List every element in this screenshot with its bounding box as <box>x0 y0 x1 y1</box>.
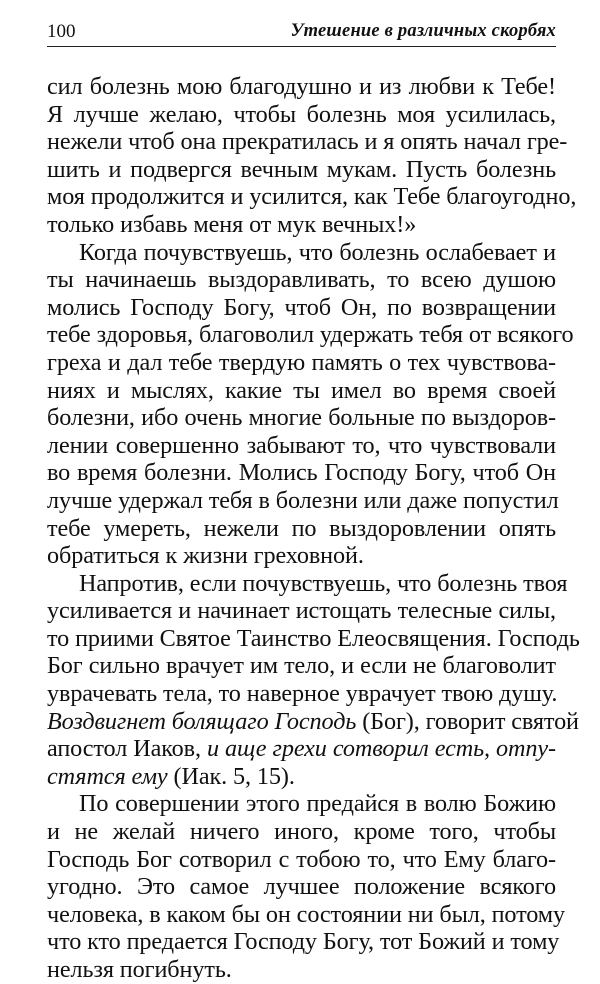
text-line <box>47 956 556 984</box>
text-run: лении совершенно забывают то, что чувствовали <box>47 431 556 459</box>
page-header <box>47 20 556 47</box>
paragraph <box>47 73 577 239</box>
text-line <box>47 900 565 929</box>
text-run: уврачевать тела, то наверное уврачует твою душу. <box>47 680 558 708</box>
text-line <box>47 680 556 708</box>
text-line <box>47 515 556 543</box>
body-text <box>47 73 580 984</box>
text-line <box>47 404 556 432</box>
text-run: усиливается и начинает истощать телесные силы, <box>47 597 556 625</box>
text-run: и не желай ничего иного, кроме того, чтобы <box>47 818 556 846</box>
text-line <box>47 790 556 818</box>
text-line <box>47 239 556 267</box>
text-line <box>47 652 556 680</box>
text-run: нельзя погибнуть. <box>47 956 232 983</box>
text-run: нежели чтоб она прекратилась и я опять начал гре- <box>47 128 568 156</box>
text-line <box>47 763 556 791</box>
text-line <box>47 101 556 129</box>
text-run: греха и дал тебе твердую память о тех чувствова- <box>47 348 556 376</box>
text-run: обратиться к жизни греховной. <box>47 542 364 570</box>
text-run: ты начинаешь выздоравливать, то всею душою <box>47 266 556 294</box>
text-run: тебе здоровья, благоволил удержать тебя от всякого <box>47 321 574 349</box>
text-run: шить и подвергся вечным мукам. Пусть болезнь <box>47 155 556 183</box>
running-title: Утешение в различных скорбях <box>290 21 556 41</box>
text-line <box>47 266 556 294</box>
text-line <box>47 211 556 239</box>
text-run: По совершении этого предайся в волю Божию <box>79 790 556 818</box>
text-line <box>47 349 556 377</box>
text-run: Напротив, если почувствуешь, что болезнь твоя <box>79 569 568 597</box>
text-line <box>47 294 556 322</box>
text-line <box>47 707 579 736</box>
text-line <box>47 597 556 625</box>
paragraph <box>47 569 580 791</box>
text-run: только избавь меня от мук вечных!» <box>47 210 417 238</box>
italic-quote: стятся ему <box>47 762 168 790</box>
text-run: (Бог), говорит святой <box>356 707 579 735</box>
text-run: человека, в каком бы он состоянии ни был, потому <box>47 900 565 928</box>
text-run: болезни, ибо очень многие больные по выздоров- <box>47 404 556 432</box>
text-line <box>47 183 577 211</box>
text-run: молись Господу Богу, чтоб Он, по возвращении <box>47 293 556 321</box>
text-line <box>47 818 556 846</box>
text-run: Когда почувствуешь, что болезнь ослабевает и <box>79 238 556 266</box>
paragraph <box>47 790 565 983</box>
text-line <box>47 459 556 487</box>
text-run: лучше удержал тебя в болезни или даже попустил <box>47 486 559 514</box>
text-line <box>47 624 580 653</box>
text-run: моя продолжится и усилится, как Тебе благоугодно, <box>47 183 577 211</box>
text-run: апостол Иаков, <box>47 735 207 763</box>
text-run: Я лучше желаю, чтобы болезнь моя усилилась, <box>47 100 556 128</box>
text-run: то приими Святое Таинство Елеосвящения. Господь <box>47 624 580 652</box>
paragraph <box>47 238 574 570</box>
text-run: сил болезнь мою благодушно и из любви к Тебе! <box>47 73 556 100</box>
text-line <box>47 128 568 156</box>
italic-quote: Воздвигнет болящаго Господь <box>47 707 357 735</box>
text-line <box>47 156 556 184</box>
text-line <box>47 486 559 515</box>
text-run: во время болезни. Молись Господу Богу, чтоб Он <box>47 459 556 487</box>
text-line <box>47 846 556 874</box>
text-run: тебе умереть, нежели по выздоровлении опять <box>47 514 556 542</box>
text-line <box>47 873 556 901</box>
text-line <box>47 321 574 349</box>
text-line <box>47 569 568 598</box>
text-run: Бог сильно врачует им тело, и если не благоволит <box>47 652 556 680</box>
page-number: 100 <box>47 21 76 42</box>
text-line <box>47 73 556 101</box>
text-line <box>47 542 556 570</box>
text-run: (Иак. 5, 15). <box>167 762 295 790</box>
text-line <box>47 928 560 956</box>
text-run: угодно. Это самое лучшее положение всякого <box>47 873 556 901</box>
text-run: ниях и мыслях, какие ты имел во время своей <box>47 376 556 404</box>
text-line <box>47 735 556 763</box>
italic-quote: и аще грехи сотворил есть, отпу- <box>207 735 556 763</box>
text-run: что кто предается Господу Богу, тот Божий и тому <box>47 928 560 956</box>
text-line <box>47 432 556 460</box>
text-run: Господь Бог сотворил с тобою то, что Ему благо- <box>47 845 556 873</box>
text-line <box>47 377 556 405</box>
